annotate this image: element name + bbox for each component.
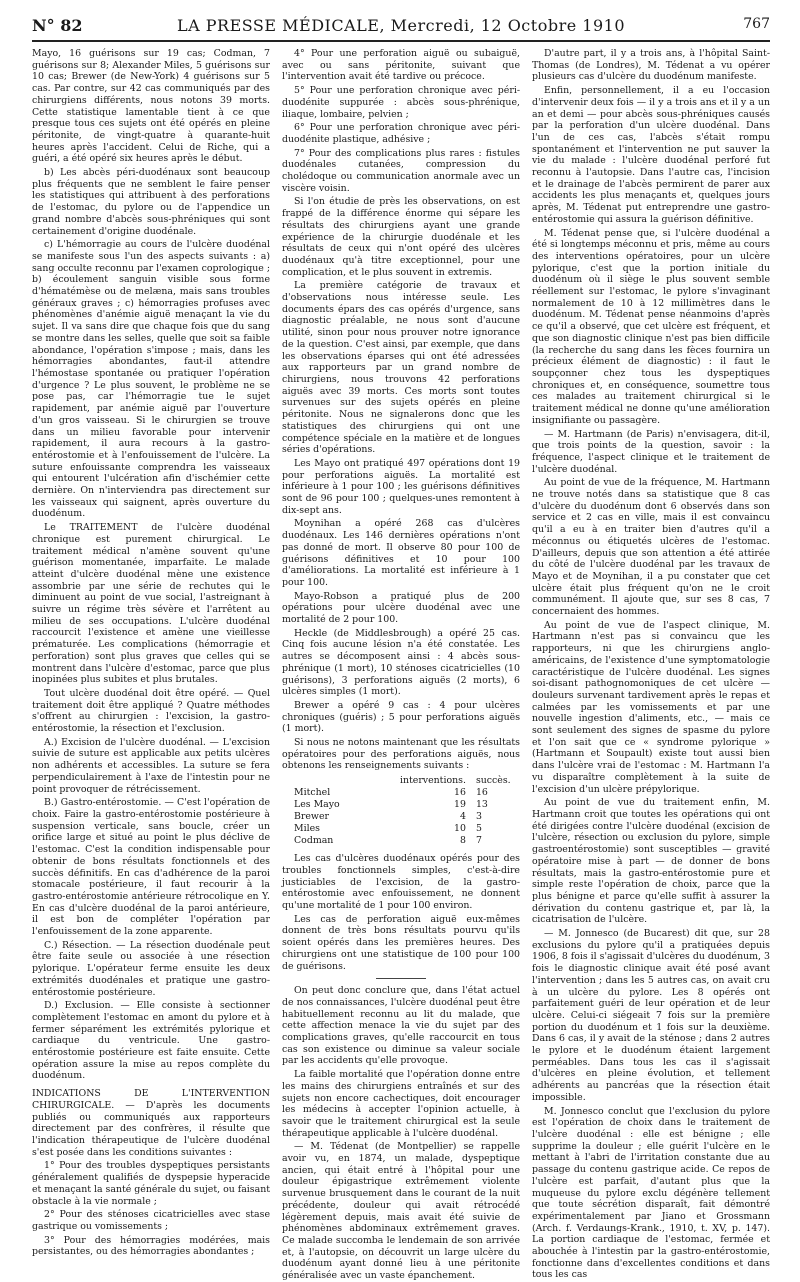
succes-value: 7: [475, 835, 482, 847]
paragraph: Au point de vue de l'aspect clinique, M. Hartmann n'est pas si convaincu que les rapporteurs, ni que les chirurgiens anglo-américains, de l'existence d'une symptomatologie caractéristique de l'ulcère duodénal. Les signes soi-disant pathognomoniques de cet ulcère — douleurs survenant tardivement après le repas et calmées par les vomissements et par une nouvelle ingestion d'aliments, etc., — mais ce sont seulement des signes de spasme du pylore et l'on sait que ce « syndrome pylorique » (Hartmann et Soupault) existe tout aussi bien dans l'ulcère vrai de l'estomac : M. Hartmann l'a vu disparaître complètement à la suite de l'excision d'un ulcère prépylorique.: [532, 619, 770, 795]
succes-value: 13: [475, 799, 488, 811]
paragraph: Si l'on étudie de près les observations, on est frappé de la différence énorme qui sépare les résultats des chirurgiens ayant une grande expérience de la chirurgie duodénale et les résultats de ceux qui n'ont opéré des ulcères duodénaux qu'à titre exceptionnel, pour une complication, et le plus souvent in extremis.: [282, 196, 520, 278]
surgeon-name: Les Mayo: [294, 799, 340, 811]
surgeon-name: Mitchel: [294, 787, 331, 799]
paragraph: c) L'hémorragie au cours de l'ulcère duodénal se manifeste sous l'un des aspects suivants : a) sang occulte reconnu par l'examen coprologique ; b) écoulement sanguin visible sous forme d'hématémèse ou de melæna, mais sans troubles généraux graves ; c) hémorragies profuses avec phénomènes d'anémie aiguë menaçant la vie du sujet. Il va sans dire que chaque fois que du sang se montre dans les selles, quelle que soit sa faible abondance, l'opération s'impose ; mais, dans les hémorragies abondantes, faut-il attendre l'hémostase spontanée ou pratiquer l'opération d'urgence ? Le plus souvent, le problème ne se pose pas, car l'hémorragie tue le sujet rapidement, par anémie aiguë par l'ouverture d'un gros vaisseau. Si le chirurgien se trouve dans un milieu favorable pour intervenir rapidement, il aura recours à la gastro-entérostomie et à l'enfouissement de l'ulcère. La suture enfouissante comprendra les vaisseaux qui entourent l'ulcération afin d'ischémier cette dernière. On n'interviendra pas directement sur les vaisseaux qui saignent, après ouverture du duodénum.: [32, 239, 270, 520]
surgeon-name: Brewer: [294, 811, 329, 823]
paragraph: — M. Tédenat (de Montpellier) se rappelle avoir vu, en 1874, un malade, dyspeptique ancien, qui était entré à l'hôpital pour une douleur épigastrique extrêmement violente survenue brusquement dans le courant de la nuit précédente, douleur qui avait rétrocédé légèrement depuis, mais avait été suivie de phénomènes abdominaux extrêmement graves. Ce malade succomba le lendemain de son arrivée et, à l'autopsie, on découvrit un large ulcère du duodénum ayant donné lieu à une péritonite généralisée avec un vaste épanchement.: [282, 1141, 520, 1282]
section-divider: [376, 978, 426, 979]
paragraph: Les cas d'ulcères duodénaux opérés pour des troubles fonctionnels simples, c'est-à-dire justiciables de l'excision, de la gastro-entérostomie avec enfouissement, ne donnent qu'une mortalité de 1 pour 100 environ.: [282, 853, 520, 911]
paragraph: Mayo, 16 guérisons sur 19 cas; Codman, 7 guérisons sur 8; Alexander Miles, 5 guérisons sur 10 cas; Brewer (de New-York) 4 guérisons sur 5 cas. Par contre, sur 42 cas communiqués par des chirurgiens différents, nous notons 39 morts. Cette statistique lamentable tient à ce que presque tous ces sujets ont été opérés en pleine péritonite, de vingt-quatre à quarante-huit heures après l'accident. Celui de Riche, qui a guéri, a été opéré six heures après le début.: [32, 48, 270, 165]
paragraph: La faible mortalité que l'opération donne entre les mains des chirurgiens entraînés et sur des sujets non encore cachectiques, doit encourager les médecins à accepter l'opinion actuelle, à savoir que le traitement chirurgical est la seule thérapeutique applicable à l'ulcère duodénal.: [282, 1069, 520, 1139]
paragraph: On peut donc conclure que, dans l'état actuel de nos connaissances, l'ulcère duodénal peut être habituellement reconnu au lit du malade, que cette affection menace la vie du sujet par des complications graves, qu'elle raccourcit en tous cas son existence ou diminue sa valeur sociale par les accidents qu'elle provoque.: [282, 985, 520, 1067]
paragraph: — M. Hartmann (de Paris) n'envisagera, dit-il, que trois points de la question, savoir : la fréquence, l'aspect clinique et le traitement de l'ulcère duodénal.: [532, 428, 770, 475]
journal-title: LA PRESSE MÉDICALE, Mercredi, 12 Octobre 1910: [176, 16, 625, 35]
paragraph: Les cas de perforation aiguë eux-mêmes donnent de très bons résultats pourvu qu'ils soient opérés dans les premières heures. Des chirurgiens ont une statistique de 100 pour 100 de guérisons.: [282, 913, 520, 972]
paragraph: — M. Jonnesco (de Bucarest) dit que, sur 28 exclusions du pylore qu'il a pratiquées depuis 1906, 8 fois il s'agissait d'ulcères du duodénum, 3 fois le diagnostic clinique avait été posé avant l'intervention ; dans les 5 autres cas, on avait cru à un ulcère du pylore. Les 8 opérés ont parfaitement guéri de leur opération et de leur ulcère. Celui-ci siégeait 7 fois sur la première portion du duodénum et 1 fois sur la deuxième. Dans 6 cas, il y avait de la sténose ; dans 2 autres le pylore et le duodénum étaient largement perméables. Dans tous les cas il s'agissait d'ulcères en pleine évolution, et tellement adhérents au pancréas que la résection était impossible.: [532, 928, 770, 1103]
paragraph: C.) Résection. — La résection duodénale peut être faite seule ou associée à une résection pylorique. L'opérateur ferme ensuite les deux extrémités duodénales et pratique une gastro-entérostomie postérieure.: [32, 939, 270, 998]
paragraph: Tout ulcère duodénal doit être opéré. — Quel traitement doit être appliqué ? Quatre méthodes s'offrent au chirurgien : l'excision, la gastro-entérostomie, la résection et l'exclusion.: [32, 687, 270, 735]
table-row: [294, 835, 532, 847]
paragraph: La première catégorie de travaux et d'observations nous intéresse seule. Les documents épars des cas opérés d'urgence, sans diagnostic préalable, ne nous sont d'aucune utilité, sinon pour nous prouver notre ignorance de la question. C'est ainsi, par exemple, que dans les observations éparses qui ont été adressées aux rapporteurs par un grand nombre de chirurgiens, nous trouvons 42 perforations aiguës avec 39 morts. Ces morts sont toutes survenues sur des sujets opérés en pleine péritonite. Nous ne signalerons donc que les statistiques des chirurgiens qui ont une compétence spéciale en la matière et de longues séries d'opérations.: [282, 280, 520, 456]
paragraph: 4° Pour une perforation aiguë ou subaiguë, avec ou sans péritonite, suivant que l'intervention avait été tardive ou précoce.: [282, 48, 520, 83]
paragraph: A.) Excision de l'ulcère duodénal. — L'excision suivie de suture est applicable aux petits ulcères non adhérents et accessibles. La suture se fera perpendiculairement à l'axe de l'intestin pour ne point provoquer de rétrécissement.: [32, 736, 270, 795]
table-header: succès.: [475, 775, 511, 787]
surgeon-name: Miles: [294, 823, 320, 835]
table-row: [294, 823, 532, 835]
paragraph: Enfin, personnellement, il a eu l'occasion d'intervenir deux fois — il y a trois ans et il y a un an et demi — pour abcès sous-phréniques causés par la perforation d'un ulcère duodénal. Dans l'un de ces cas, l'abcès s'était rompu spontanément et l'intervention ne put sauver la vie du malade : l'ulcère duodénal perforé fut reconnu à l'autopsie. Dans l'autre cas, l'incision et le drainage de l'abcès permirent de parer aux accidents les plus menaçants et, quelques jours après, M. Tédenat put entreprendre une gastro-entérostomie qui assura la guérison définitive.: [532, 85, 770, 225]
results-table: [294, 775, 532, 847]
column-1: [32, 48, 270, 1258]
page-header: [32, 14, 770, 38]
paragraph: D.) Exclusion. — Elle consiste à sectionner complètement l'estomac en amont du pylore et à fermer séparément les extrémités pylorique et cardiaque du ventricule. Une gastro-entérostomie postérieure est faite ensuite. Cette opération assure la mise au repos complète du duodénum.: [32, 1000, 270, 1082]
paragraph: Les Mayo ont pratiqué 497 opérations dont 19 pour perforations aiguës. La mortalité est inférieure à 1 pour 100 ; les guérisons définitives sont de 96 pour 100 ; quelques-unes remontent à dix-sept ans.: [282, 457, 520, 516]
interventions-value: 8: [459, 835, 466, 847]
succes-value: 5: [475, 823, 482, 835]
table-row: [294, 787, 532, 799]
interventions-value: 4: [459, 811, 466, 823]
section-heading-paragraph: INDICATIONS DE L'INTERVENTION CHIRURGICALE. — D'après les documents publiés ou communiqués aux rapporteurs directement par des confrères, il résulte que l'indication thérapeutique de l'ulcère duodénal s'est posée dans les conditions suivantes :: [32, 1088, 270, 1158]
paragraph: 2° Pour des sténoses cicatricielles avec stase gastrique ou vomissements ;: [32, 1209, 270, 1232]
page-number: 767: [743, 16, 770, 32]
table-header: interventions.: [399, 775, 466, 787]
table-row: [294, 799, 532, 811]
paragraph: Heckle (de Middlesbrough) a opéré 25 cas. Cinq fois aucune lésion n'a été constatée. Les autres se décomposent ainsi : 4 abcès sous-phrénique (1 mort), 10 sténoses cicatricielles (10 guérisons), 3 perforations aiguës (2 morts), 6 ulcères simples (1 mort).: [282, 627, 520, 698]
paragraph: b) Les abcès péri-duodénaux sont beaucoup plus fréquents que ne semblent le faire penser les statistiques qui attribuent à des perforations de l'estomac, du pylore ou de l'appendice un grand nombre d'abcès sous-phréniques qui sont certainement d'origine duodénale.: [32, 167, 270, 237]
paragraph: M. Jonnesco conclut que l'exclusion du pylore est l'opération de choix dans le traitement de l'ulcère duodénal : elle est bénigne ; elle supprime la douleur ; elle guérit l'ulcère en le mettant à l'abri de l'irritation constante due au passage du contenu gastrique acide. Ce repos de l'ulcère est parfait, d'autant plus que la muqueuse du pylore exclu dégénère tellement que toute sécrétion disparaît, fait démontré expérimentalement par Jiano et Grossmann (Arch. f. Verdaungs-Krank., 1910, t. XV, p. 147). La portion cardiaque de l'estomac, fermée et abouchée à l'intestin par la gastro-entérostomie, fonctionne dans d'excellentes conditions et dans tous les cas: [532, 1105, 770, 1281]
paragraph: 1° Pour des troubles dyspeptiques persistants généralement qualifiés de dyspepsie hyperacide et menaçant la santé générale du sujet, ou faisant obstacle à la vie normale ;: [32, 1160, 270, 1207]
issue-number: N° 82: [32, 16, 83, 35]
paragraph: Si nous ne notons maintenant que les résultats opératoires pour des perforations aiguës, nous obtenons les renseignements suivants :: [282, 737, 520, 772]
interventions-value: 10: [454, 823, 466, 835]
paragraph: 5° Pour une perforation chronique avec péri-duodénite suppurée : abcès sous-phrénique, iliaque, lombaire, pelvien ;: [282, 85, 520, 120]
succes-value: 3: [475, 811, 482, 823]
paragraph: D'autre part, il y a trois ans, à l'hôpital Saint-Thomas (de Londres), M. Tédenat a vu opérer plusieurs cas d'ulcère du duodénum manifeste.: [532, 48, 770, 83]
paragraph: B.) Gastro-entérostomie. — C'est l'opération de choix. Faire la gastro-entérostomie postérieure à suspension verticale, sans boucle, créer un orifice large et situé au point le plus déclive de l'estomac. C'est la condition indispensable pour obtenir de bons résultats fonctionnels et des succès définitifs. En cas d'adhérence de la paroi stomacale postérieure, il faut recourir à la gastro-entérostomie antérieure rétrocolique en Y. En cas d'ulcère duodénal de la paroi antérieure, il est bon de compléter l'opération par l'enfouissement de la zone apparente.: [32, 797, 270, 938]
surgeon-name: Codman: [294, 835, 334, 847]
column-2: [282, 48, 520, 1282]
paragraph: Mayo-Robson a pratiqué plus de 200 opérations pour ulcère duodénal avec une mortalité de 2 pour 100.: [282, 590, 520, 626]
interventions-value: 16: [454, 787, 466, 799]
column-3: [532, 48, 770, 1281]
paragraph: Brewer a opéré 9 cas : 4 pour ulcères chroniques (guéris) ; 5 pour perforations aiguës (1 mort).: [282, 699, 520, 735]
table-row: [294, 811, 532, 823]
header-rule: [32, 40, 770, 42]
paragraph: Au point de vue de la fréquence, M. Hartmann ne trouve notés dans sa statistique que 8 cas d'ulcère du duodénum dont 6 observés dans son service et 2 cas en ville, mais il est convaincu qu'il a eu à en traiter bien d'autres qu'il a méconnus ou étiquetés ulcères de l'estomac. D'ailleurs, depuis que son attention a été attirée du côté de l'ulcère duodénal par les travaux de Mayo et de Moynihan, il a pu constater que cet ulcère était plus fréquent qu'on ne le croit communément. Il ajoute que, sur ses 8 cas, 7 concernaient des hommes.: [532, 477, 770, 618]
paragraph: M. Tédenat pense que, si l'ulcère duodénal a été si longtemps méconnu et pris, même au cours des interventions opératoires, pour un ulcère pylorique, c'est que la portion initiale du duodénum où il siège le plus souvent semble réellement sur l'estomac, le pylore s'invaginant normalement de 10 à 12 millimètres dans le duodénum. M. Tédenat pense néanmoins d'après ce qu'il a observé, que cet ulcère est fréquent, et que son diagnostic clinique n'est pas bien difficile (la recherche du sang dans les fèces fournira un précieux élément de diagnostic) : il faut le soupçonner chez tous les dyspeptiques chroniques et, en conséquence, soumettre tous ces malades au traitement chirurgical si le traitement médical ne donne qu'une amélioration insignifiante ou passagère.: [532, 227, 770, 426]
paragraph: 3° Pour des hémorragies modérées, mais persistantes, ou des hémorragies abondantes ;: [32, 1234, 270, 1258]
paragraph: 7° Pour des complications plus rares : fistules duodénales cutanées, compression du cholédoque ou communication anormale avec un viscère voisin.: [282, 147, 520, 194]
interventions-value: 19: [454, 799, 466, 811]
paragraph: 6° Pour une perforation chronique avec péri-duodénite plastique, adhésive ;: [282, 122, 520, 145]
paragraph: Le TRAITEMENT de l'ulcère duodénal chronique est purement chirurgical. Le traitement médical n'amène souvent qu'une guérison momentanée, imparfaite. Le malade atteint d'ulcère duodénal mène une existence assombrie par une série de rechutes qui le diminuent au point de vue social, l'astreignant à suivre un régime très sévère et l'arrêtent au milieu de ses occupations. L'ulcère duodénal raccourcit l'existence et amène une vieillesse prématurée. Les complications (hémorragie et perforation) sont plus graves que celles qui se montrent dans l'ulcère d'estomac, parce que plus inopinées plus subites et plus brutales.: [32, 522, 270, 686]
paragraph: Au point de vue du traitement enfin, M. Hartmann croit que toutes les opérations qui ont été dirigées contre l'ulcère duodénal (excision de l'ulcère, résection ou exclusion du pylore, simple gastroentérostomie) sont susceptibles — gravité opératoire mise à part — de donner de bons résultats, mais la gastro-entérostomie pure et simple reste l'opération de choix, parce que la plus bénigne et parce qu'elle suffit à assurer la dérivation du contenu gastrique et, par là, la cicatrisation de l'ulcère.: [532, 797, 770, 926]
succes-value: 16: [475, 787, 488, 799]
paragraph: Moynihan a opéré 268 cas d'ulcères duodénaux. Les 146 dernières opérations n'ont pas donné de mort. Il observe 80 pour 100 de guérisons définitives et 10 pour 100 d'améliorations. La mortalité est inférieure à 1 pour 100.: [282, 518, 520, 588]
table-header-row: [294, 775, 532, 787]
